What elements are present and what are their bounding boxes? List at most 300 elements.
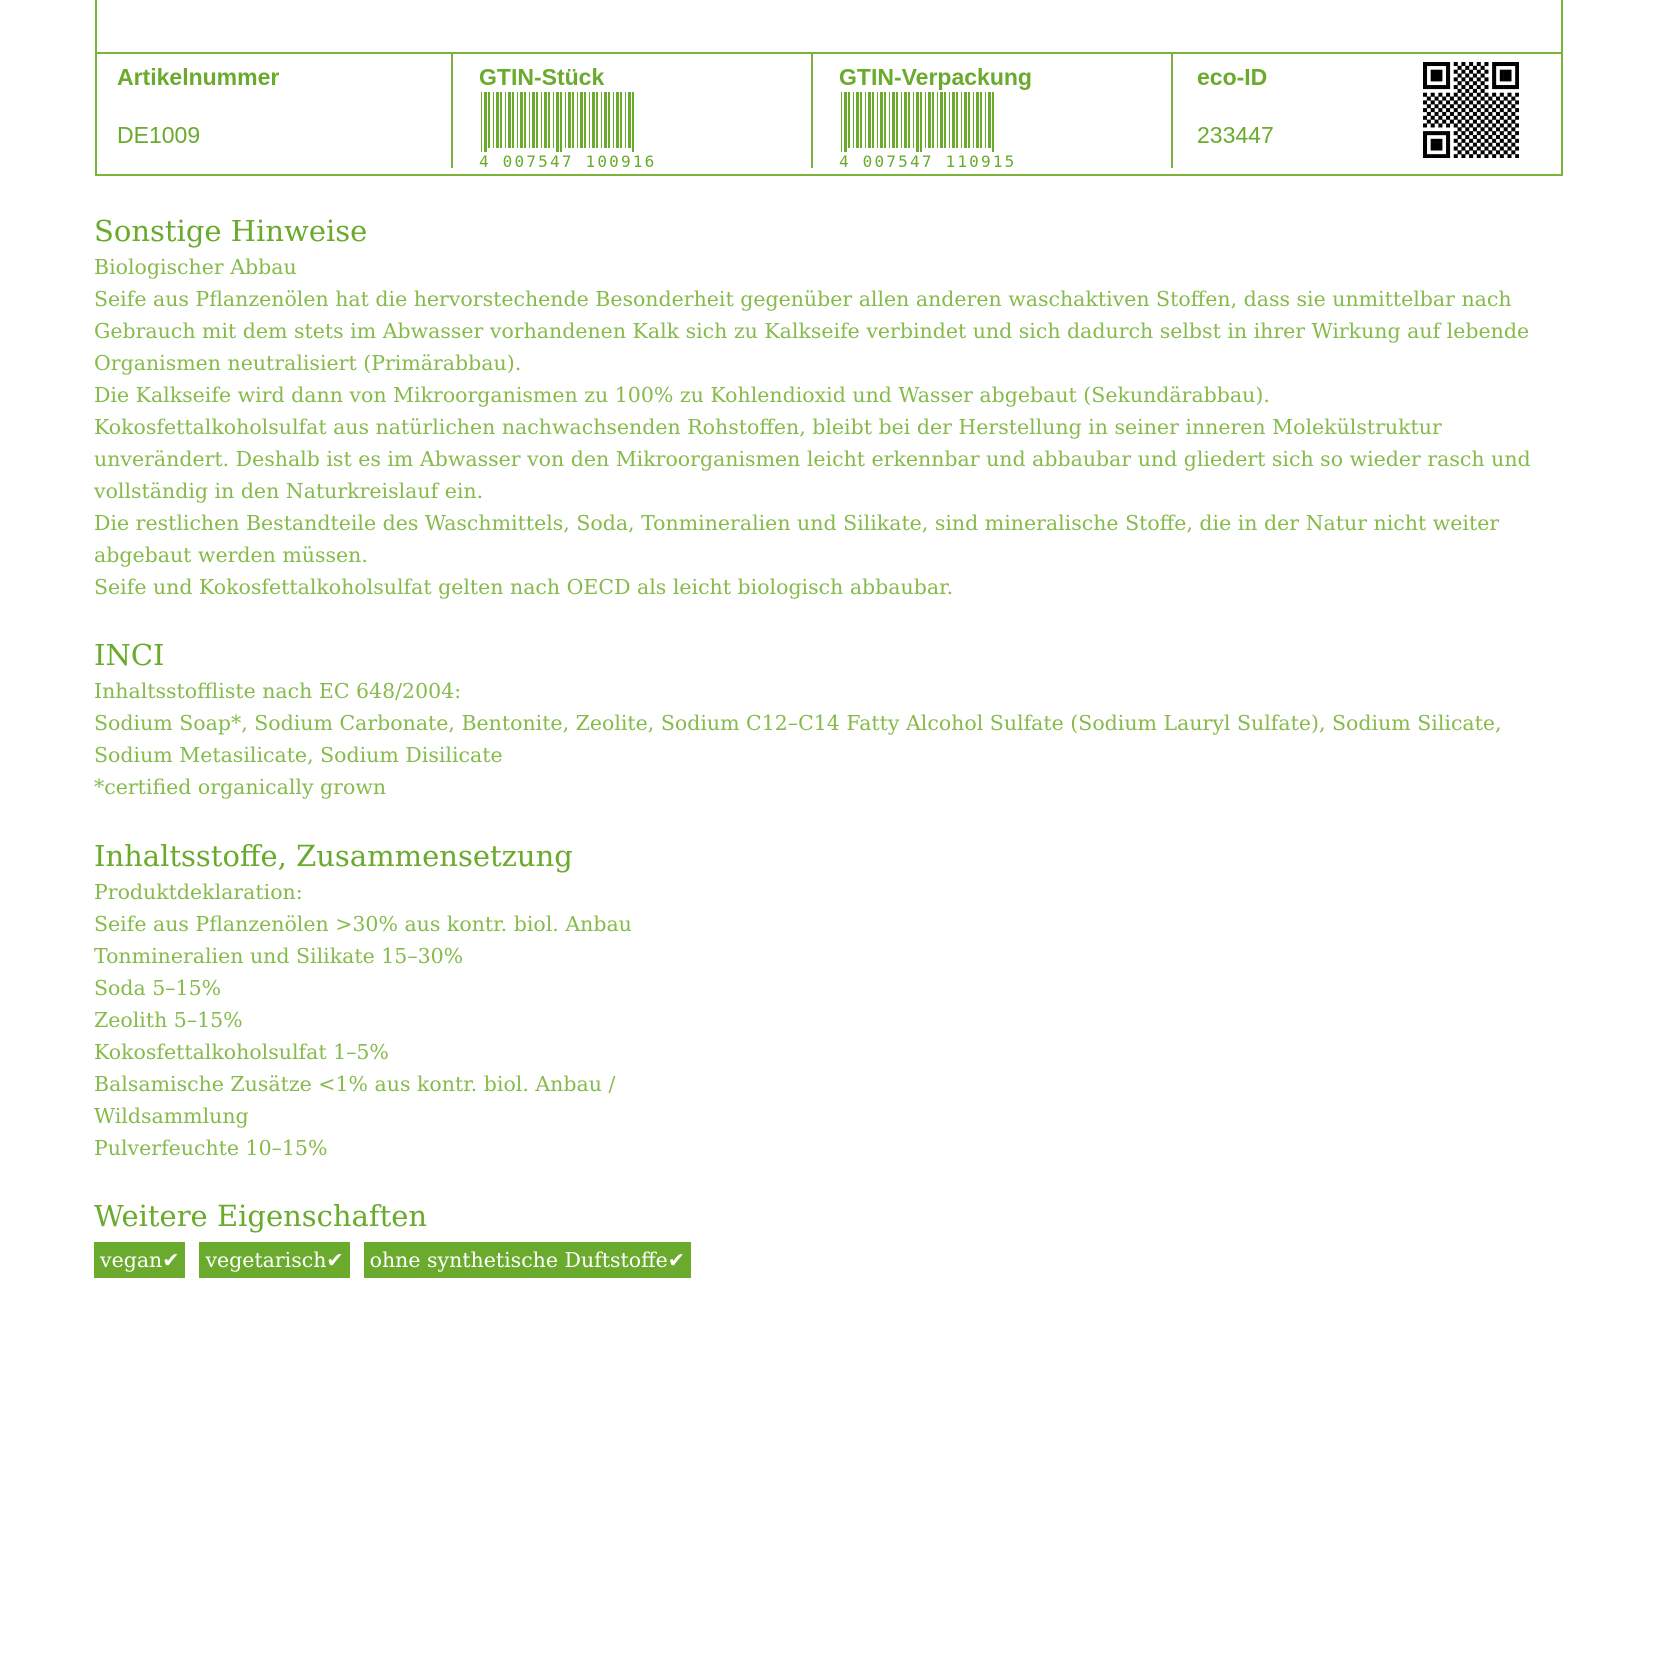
qr-module xyxy=(1473,74,1477,78)
qr-module xyxy=(1511,112,1515,116)
barcode-bar xyxy=(548,92,550,148)
qr-module xyxy=(1438,74,1442,78)
barcode-bar xyxy=(556,92,559,154)
qr-module xyxy=(1473,120,1477,124)
qr-module xyxy=(1507,154,1511,158)
text-line: Sodium Metasilicate, Sodium Disilicate xyxy=(94,743,503,767)
gtin-pack-label: GTIN-Verpackung xyxy=(839,64,1032,90)
qr-module xyxy=(1469,70,1473,74)
qr-module xyxy=(1465,150,1469,154)
qr-module xyxy=(1492,100,1496,104)
qr-module xyxy=(1500,93,1504,97)
barcode-bar xyxy=(889,92,890,148)
qr-module xyxy=(1507,93,1511,97)
qr-module xyxy=(1481,97,1485,101)
qr-module xyxy=(1446,123,1450,127)
qr-module xyxy=(1423,74,1427,78)
qr-module xyxy=(1458,97,1462,101)
qr-module xyxy=(1427,120,1431,124)
section-inci xyxy=(94,635,1574,803)
qr-module xyxy=(1438,77,1442,81)
text-line: Seife aus Pflanzenölen hat die hervorstechende Besonderheit gegenüber allen anderen waschaktiven Stoffen, dass sie unmittelbar nach xyxy=(94,287,1512,311)
qr-module xyxy=(1500,139,1504,143)
qr-module xyxy=(1435,143,1439,147)
qr-module xyxy=(1423,93,1427,97)
qr-module xyxy=(1473,150,1477,154)
qr-module xyxy=(1438,85,1442,89)
barcode-bar xyxy=(928,92,931,148)
barcode-bar xyxy=(517,92,518,148)
qr-module xyxy=(1496,112,1500,116)
qr-module xyxy=(1423,154,1427,158)
qr-module xyxy=(1427,85,1431,89)
gtin-piece-cell xyxy=(451,54,813,171)
qr-module xyxy=(1446,150,1450,154)
barcode-bar xyxy=(505,92,506,148)
qr-module xyxy=(1446,139,1450,143)
qr-module xyxy=(1446,93,1450,97)
qr-module xyxy=(1504,127,1508,131)
qr-module xyxy=(1500,146,1504,150)
qr-module xyxy=(1511,97,1515,101)
barcode-bar xyxy=(613,92,614,148)
barcode-bar xyxy=(616,92,619,148)
qr-module xyxy=(1446,146,1450,150)
barcode-bar xyxy=(932,92,934,148)
qr-module xyxy=(1469,131,1473,135)
barcode-bar xyxy=(620,92,622,148)
qr-module xyxy=(1477,139,1481,143)
barcode-bar xyxy=(968,92,970,148)
text-line: Produktdeklaration: xyxy=(94,880,303,904)
text-line: Zeolith 5–15% xyxy=(94,1008,243,1032)
barcode-bar xyxy=(592,92,595,148)
barcode-bar xyxy=(896,92,898,148)
text-line: Biologischer Abbau xyxy=(94,255,297,279)
qr-module xyxy=(1515,146,1519,150)
barcode-bar xyxy=(580,92,583,148)
qr-module xyxy=(1458,74,1462,78)
qr-module xyxy=(1450,120,1454,124)
qr-module xyxy=(1504,135,1508,139)
qr-module xyxy=(1481,74,1485,78)
qr-module xyxy=(1446,100,1450,104)
qr-module xyxy=(1511,120,1515,124)
qr-module xyxy=(1450,112,1454,116)
qr-module xyxy=(1423,139,1427,143)
text-line: Tonmineralien und Silikate 15–30% xyxy=(94,944,464,968)
qr-module xyxy=(1515,123,1519,127)
qr-module xyxy=(1438,93,1442,97)
qr-module xyxy=(1446,85,1450,89)
qr-module xyxy=(1423,70,1427,74)
qr-module xyxy=(1473,66,1477,70)
qr-module xyxy=(1454,116,1458,120)
qr-module xyxy=(1435,70,1439,74)
qr-module xyxy=(1515,70,1519,74)
qr-module xyxy=(1515,116,1519,120)
barcode-bar xyxy=(544,92,547,148)
qr-module xyxy=(1504,143,1508,147)
section-hinweise xyxy=(94,211,1574,603)
qr-module xyxy=(1465,127,1469,131)
qr-module xyxy=(1481,135,1485,139)
qr-module xyxy=(1435,131,1439,135)
qr-module xyxy=(1507,100,1511,104)
qr-module xyxy=(1492,139,1496,143)
tag-vegetarisch: vegetarisch✔ xyxy=(199,1242,349,1278)
qr-module xyxy=(1465,112,1469,116)
qr-module xyxy=(1492,66,1496,70)
qr-module xyxy=(1477,62,1481,66)
qr-module xyxy=(1435,62,1439,66)
qr-module xyxy=(1507,123,1511,127)
qr-module xyxy=(1477,123,1481,127)
qr-module xyxy=(1461,146,1465,150)
qr-module xyxy=(1488,150,1492,154)
qr-module xyxy=(1504,150,1508,154)
qr-module xyxy=(1454,154,1458,158)
qr-module xyxy=(1442,112,1446,116)
eco-id-label: eco-ID xyxy=(1197,64,1268,90)
qr-module xyxy=(1500,62,1504,66)
qr-module xyxy=(1454,70,1458,74)
qr-module xyxy=(1477,116,1481,120)
qr-module xyxy=(1431,74,1435,78)
qr-module xyxy=(1431,93,1435,97)
barcode-bar xyxy=(920,92,922,154)
barcode-bar xyxy=(985,92,986,148)
qr-module xyxy=(1427,104,1431,108)
qr-module xyxy=(1481,112,1485,116)
qr-module xyxy=(1492,81,1496,85)
qr-module xyxy=(1488,120,1492,124)
qr-module xyxy=(1458,150,1462,154)
barcode-bar xyxy=(913,92,914,148)
barcode-bar xyxy=(560,92,562,154)
qr-module xyxy=(1492,123,1496,127)
qr-module xyxy=(1458,112,1462,116)
qr-module xyxy=(1435,112,1439,116)
text-line: abgebaut werden müssen. xyxy=(94,543,368,567)
eco-id-value: 233447 xyxy=(1197,122,1274,148)
qr-module xyxy=(1469,139,1473,143)
qr-module xyxy=(1515,66,1519,70)
qr-module xyxy=(1492,77,1496,81)
qr-module xyxy=(1481,127,1485,131)
qr-module xyxy=(1438,108,1442,112)
barcode-bar xyxy=(844,92,847,154)
qr-module xyxy=(1450,97,1454,101)
qr-module xyxy=(1500,85,1504,89)
qr-module xyxy=(1442,120,1446,124)
qr-module xyxy=(1507,146,1511,150)
qr-module xyxy=(1496,97,1500,101)
barcode-bar xyxy=(973,92,974,148)
barcode-bar xyxy=(553,92,554,148)
barcode-bar xyxy=(853,92,854,148)
qr-module xyxy=(1446,116,1450,120)
qr-module xyxy=(1458,104,1462,108)
qr-module xyxy=(1515,74,1519,78)
qr-module xyxy=(1465,81,1469,85)
qr-module xyxy=(1435,74,1439,78)
barcode-bar xyxy=(868,92,871,148)
qr-module xyxy=(1461,108,1465,112)
qr-module xyxy=(1477,77,1481,81)
qr-module xyxy=(1484,85,1488,89)
qr-module xyxy=(1438,116,1442,120)
qr-module xyxy=(1500,154,1504,158)
qr-module xyxy=(1504,70,1508,74)
qr-module xyxy=(1446,66,1450,70)
qr-module xyxy=(1484,70,1488,74)
qr-module xyxy=(1458,127,1462,131)
section-inhaltsstoffe xyxy=(94,836,1574,1164)
qr-module xyxy=(1484,116,1488,120)
qr-module xyxy=(1500,108,1504,112)
qr-module xyxy=(1481,120,1485,124)
qr-module xyxy=(1473,104,1477,108)
text-line: Sodium Soap*, Sodium Carbonate, Bentonite, Zeolite, Sodium C12–C14 Fatty Alcohol Sulfate (Sodium Lauryl Sulfate), Sodium Silicate, xyxy=(94,711,1502,735)
qr-module xyxy=(1515,154,1519,158)
qr-module xyxy=(1423,135,1427,139)
qr-module xyxy=(1446,77,1450,81)
barcode-bar xyxy=(916,92,919,154)
qr-module xyxy=(1454,62,1458,66)
qr-module xyxy=(1507,131,1511,135)
qr-module xyxy=(1465,89,1469,93)
barcode-bar xyxy=(541,92,542,148)
barcode-bar xyxy=(952,92,955,148)
qr-module xyxy=(1431,146,1435,150)
barcode-bar xyxy=(976,92,979,148)
qr-module xyxy=(1446,70,1450,74)
qr-module xyxy=(1469,116,1473,120)
text-line: Wildsammlung xyxy=(94,1104,249,1128)
qr-module xyxy=(1461,116,1465,120)
qr-module xyxy=(1477,154,1481,158)
barcode-bar xyxy=(956,92,958,148)
qr-module xyxy=(1469,146,1473,150)
qr-module xyxy=(1469,62,1473,66)
property-tags xyxy=(94,1242,1574,1278)
qr-module xyxy=(1438,123,1442,127)
qr-module xyxy=(1427,97,1431,101)
qr-module xyxy=(1454,77,1458,81)
barcode-bar xyxy=(584,92,586,148)
qr-module xyxy=(1484,123,1488,127)
text-line: Kokosfettalkoholsulfat 1–5% xyxy=(94,1040,389,1064)
article-number-value: DE1009 xyxy=(117,122,201,148)
qr-module xyxy=(1435,139,1439,143)
section-title: INCI xyxy=(94,638,165,672)
qr-module xyxy=(1446,143,1450,147)
qr-module xyxy=(1492,85,1496,89)
qr-module xyxy=(1435,154,1439,158)
qr-module xyxy=(1431,77,1435,81)
barcode-bar xyxy=(964,92,967,148)
qr-code-icon xyxy=(1423,62,1519,158)
qr-module xyxy=(1454,93,1458,97)
text-line: Balsamische Zusätze <1% aus kontr. biol. Anbau / xyxy=(94,1072,616,1096)
barcode-bar xyxy=(565,92,566,148)
barcode-bar xyxy=(589,92,590,148)
text-line: unverändert. Deshalb ist es im Abwasser von den Mikroorganismen leicht erkennbar und abbaubar und gliedert sich so wieder rasch und xyxy=(94,447,1531,471)
barcode-bar xyxy=(949,92,950,148)
qr-module xyxy=(1496,85,1500,89)
qr-module xyxy=(1492,62,1496,66)
qr-module xyxy=(1454,131,1458,135)
qr-module xyxy=(1461,131,1465,135)
qr-module xyxy=(1504,97,1508,101)
qr-module xyxy=(1446,131,1450,135)
text-line: Soda 5–15% xyxy=(94,976,222,1000)
barcode-bar xyxy=(608,92,610,148)
qr-module xyxy=(1515,100,1519,104)
qr-module xyxy=(1507,77,1511,81)
qr-module xyxy=(1431,62,1435,66)
qr-module xyxy=(1438,154,1442,158)
qr-module xyxy=(1511,62,1515,66)
qr-module xyxy=(1438,100,1442,104)
barcode-bar xyxy=(860,92,862,148)
qr-module xyxy=(1423,123,1427,127)
qr-module xyxy=(1423,85,1427,89)
qr-module xyxy=(1477,85,1481,89)
qr-module xyxy=(1442,131,1446,135)
qr-module xyxy=(1465,104,1469,108)
qr-module xyxy=(1496,62,1500,66)
qr-module xyxy=(1469,77,1473,81)
qr-module xyxy=(1435,85,1439,89)
qr-module xyxy=(1484,93,1488,97)
qr-module xyxy=(1458,135,1462,139)
gtin-pack-barcode-icon xyxy=(839,92,999,154)
barcode-bar xyxy=(601,92,602,148)
barcode-bar xyxy=(848,92,850,148)
tag-ohne-duftstoffe: ohne synthetische Duftstoffe✔ xyxy=(364,1242,691,1278)
qr-module xyxy=(1469,100,1473,104)
barcode-bar xyxy=(512,92,514,148)
barcode-bar xyxy=(892,92,895,148)
barcode-bar xyxy=(925,92,926,148)
qr-module xyxy=(1446,108,1450,112)
qr-module xyxy=(1473,127,1477,131)
qr-module xyxy=(1500,131,1504,135)
qr-module xyxy=(1423,77,1427,81)
qr-module xyxy=(1438,131,1442,135)
qr-module xyxy=(1469,123,1473,127)
qr-module xyxy=(1442,97,1446,101)
qr-module xyxy=(1500,70,1504,74)
qr-module xyxy=(1484,62,1488,66)
qr-module xyxy=(1481,81,1485,85)
text-line: Die restlichen Bestandteile des Waschmittels, Soda, Tonmineralien und Silikate, sind mineralische Stoffe, die in der Natur nicht weiter xyxy=(94,511,1500,535)
text-line: Pulverfeuchte 10–15% xyxy=(94,1136,328,1160)
qr-module xyxy=(1500,116,1504,120)
qr-module xyxy=(1477,70,1481,74)
qr-module xyxy=(1431,154,1435,158)
qr-module xyxy=(1465,74,1469,78)
text-line: Inhaltsstoffliste nach EC 648/2004: xyxy=(94,679,462,703)
qr-module xyxy=(1496,104,1500,108)
product-info-row xyxy=(97,52,1561,174)
barcode-bar xyxy=(596,92,598,148)
qr-module xyxy=(1435,77,1439,81)
barcode-bar xyxy=(484,92,487,154)
qr-module xyxy=(1431,70,1435,74)
qr-module xyxy=(1492,74,1496,78)
barcode-bar xyxy=(496,92,499,148)
qr-module xyxy=(1438,70,1442,74)
barcode-bar xyxy=(865,92,866,148)
qr-module xyxy=(1454,123,1458,127)
qr-module xyxy=(1500,100,1504,104)
gtin-pack-number: 4 007547 110915 xyxy=(839,152,1019,171)
qr-module xyxy=(1481,143,1485,147)
qr-module xyxy=(1500,123,1504,127)
qr-module xyxy=(1496,135,1500,139)
qr-module xyxy=(1492,146,1496,150)
qr-module xyxy=(1492,70,1496,74)
qr-module xyxy=(1435,104,1439,108)
barcode-bar xyxy=(632,92,634,154)
barcode-bar xyxy=(500,92,502,148)
qr-module xyxy=(1515,62,1519,66)
qr-module xyxy=(1469,154,1473,158)
qr-module xyxy=(1504,74,1508,78)
qr-module xyxy=(1515,81,1519,85)
article-number-cell xyxy=(97,54,451,168)
qr-module xyxy=(1504,112,1508,116)
qr-module xyxy=(1484,77,1488,81)
qr-module xyxy=(1511,150,1515,154)
qr-module xyxy=(1469,108,1473,112)
qr-module xyxy=(1484,139,1488,143)
qr-module xyxy=(1504,85,1508,89)
barcode-bar xyxy=(904,92,907,148)
qr-module xyxy=(1423,150,1427,154)
gtin-piece-label: GTIN-Stück xyxy=(479,64,605,90)
barcode-bar xyxy=(520,92,523,148)
qr-module xyxy=(1515,131,1519,135)
qr-module xyxy=(1496,143,1500,147)
section-title: Sonstige Hinweise xyxy=(94,214,368,248)
qr-module xyxy=(1488,143,1492,147)
barcode-bar xyxy=(532,92,535,148)
qr-module xyxy=(1484,108,1488,112)
qr-module xyxy=(1496,120,1500,124)
text-line: Seife und Kokosfettalkoholsulfat gelten nach OECD als leicht biologisch abbaubar. xyxy=(94,575,954,599)
qr-module xyxy=(1515,85,1519,89)
qr-module xyxy=(1461,93,1465,97)
qr-module xyxy=(1488,135,1492,139)
qr-module xyxy=(1431,139,1435,143)
qr-module xyxy=(1454,85,1458,89)
qr-module xyxy=(1450,104,1454,108)
barcode-bar xyxy=(940,92,943,148)
qr-module xyxy=(1461,100,1465,104)
qr-module xyxy=(1477,146,1481,150)
qr-module xyxy=(1423,100,1427,104)
qr-module xyxy=(1431,143,1435,147)
qr-module xyxy=(1511,85,1515,89)
qr-module xyxy=(1481,89,1485,93)
qr-module xyxy=(1504,62,1508,66)
qr-module xyxy=(1511,135,1515,139)
qr-module xyxy=(1492,108,1496,112)
